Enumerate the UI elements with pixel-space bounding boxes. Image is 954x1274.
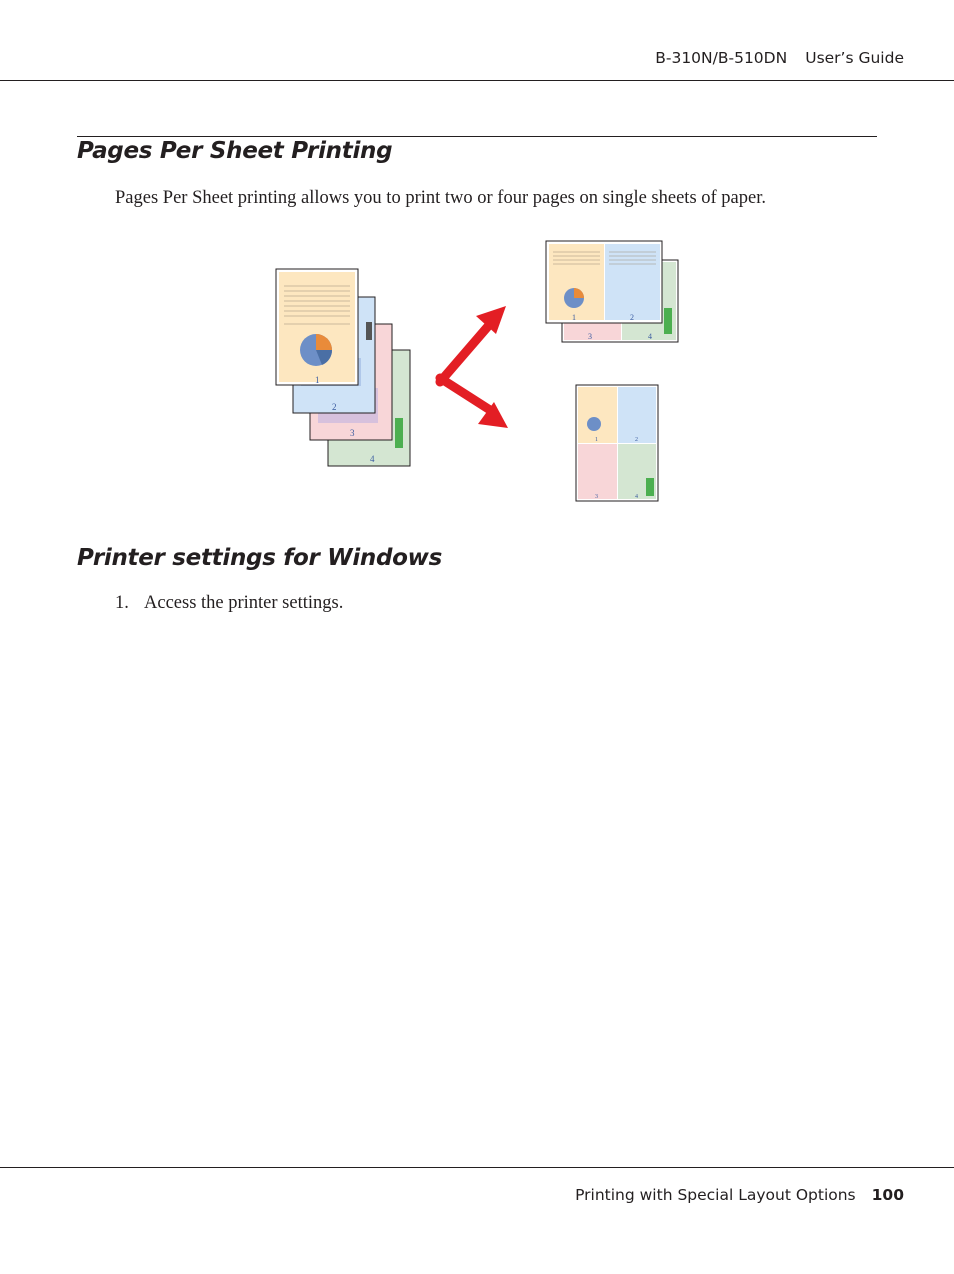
page-number-3: 3 <box>350 428 355 438</box>
section-description: Pages Per Sheet printing allows you to print two or four pages on single sheets of paper. <box>115 188 766 208</box>
page-number-1: 1 <box>595 437 598 443</box>
footer-chapter: Printing with Special Layout Options <box>575 1186 856 1204</box>
header-guide-title: User’s Guide <box>805 49 904 67</box>
section-heading-windows-settings: Printer settings for Windows <box>77 545 442 571</box>
page-number-4: 4 <box>370 454 375 464</box>
source-page-1 <box>276 269 358 385</box>
section-heading-pages-per-sheet: Pages Per Sheet Printing <box>77 138 393 164</box>
step-item <box>115 593 343 614</box>
page-number-1: 1 <box>315 375 320 385</box>
arrow-to-2up-icon <box>440 306 506 382</box>
page-number-1: 1 <box>572 313 576 322</box>
page-number-4: 4 <box>635 494 638 500</box>
header-model: B-310N/B-510DN <box>655 49 788 67</box>
header-text <box>655 49 904 67</box>
page-number-2: 2 <box>332 402 337 412</box>
step-text: Access the printer settings. <box>144 593 344 613</box>
header-rule <box>0 80 954 81</box>
pages-per-sheet-illustration <box>270 238 690 506</box>
arrow-to-4up-icon <box>440 378 508 428</box>
step-number: 1. <box>115 593 129 613</box>
page-number-2: 2 <box>635 437 638 443</box>
page-number-4: 4 <box>648 332 652 341</box>
footer-page-number: 100 <box>871 1186 904 1204</box>
output-2up-front-sheet <box>546 241 662 323</box>
page-number-3: 3 <box>595 494 598 500</box>
page-number-2: 2 <box>630 313 634 322</box>
page-footer <box>575 1186 904 1204</box>
output-4up-sheet <box>576 385 658 501</box>
footer-rule <box>0 1167 954 1168</box>
page-number-3: 3 <box>588 332 592 341</box>
section-rule <box>77 136 877 137</box>
